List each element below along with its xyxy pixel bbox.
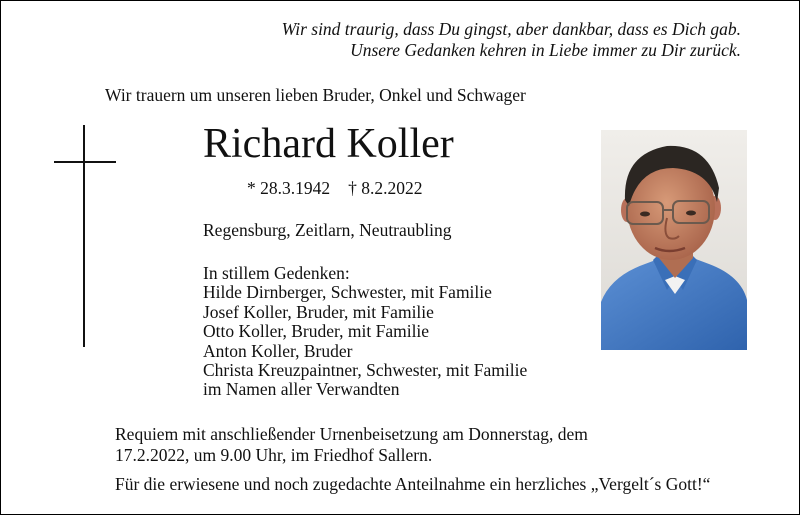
intro-text: Wir trauern um unseren lieben Bruder, Onkel und Schwager [105,85,526,105]
cross-icon-bar [54,161,116,163]
death-date: † 8.2.2022 [348,178,423,198]
motto-line-1: Wir sind traurig, dass Du gingst, aber dankbar, dass es Dich gab. [281,19,741,39]
mourner-item: Christa Kreuzpaintner, Schwester, mit Familie [203,360,528,381]
mourner-item: Otto Koller, Bruder, mit Familie [203,321,430,342]
requiem-line-1: Requiem mit anschließender Urnenbeisetzung am Donnerstag, dem [115,424,588,444]
life-dates [247,178,423,199]
requiem-line-2: 17.2.2022, um 9.00 Uhr, im Friedhof Sallern. [115,445,433,465]
motto-quote [282,19,741,61]
places: Regensburg, Zeitlarn, Neutraubling [203,220,452,240]
portrait-photo [601,130,747,350]
motto-line-2: Unsere Gedanken kehren in Liebe immer zu Dir zurück. [350,40,741,60]
deceased-name: Richard Koller [203,121,454,167]
mourner-item: Josef Koller, Bruder, mit Familie [203,301,434,322]
thanks-text: Für die erwiesene und noch zugedachte Anteilnahme ein herzliches „Vergelt´s Gott!“ [115,474,711,494]
mourners-heading: In stillem Gedenken: [203,263,350,283]
requiem-info [115,424,588,466]
mourners-block [203,264,527,400]
mourner-item: Hilde Dirnberger, Schwester, mit Familie [203,282,492,303]
portrait-illustration [601,130,747,350]
birth-date: * 28.3.1942 [247,178,331,198]
mourner-item: Anton Koller, Bruder [203,340,353,361]
cross-icon [83,125,85,347]
mourner-item: im Namen aller Verwandten [203,379,400,400]
